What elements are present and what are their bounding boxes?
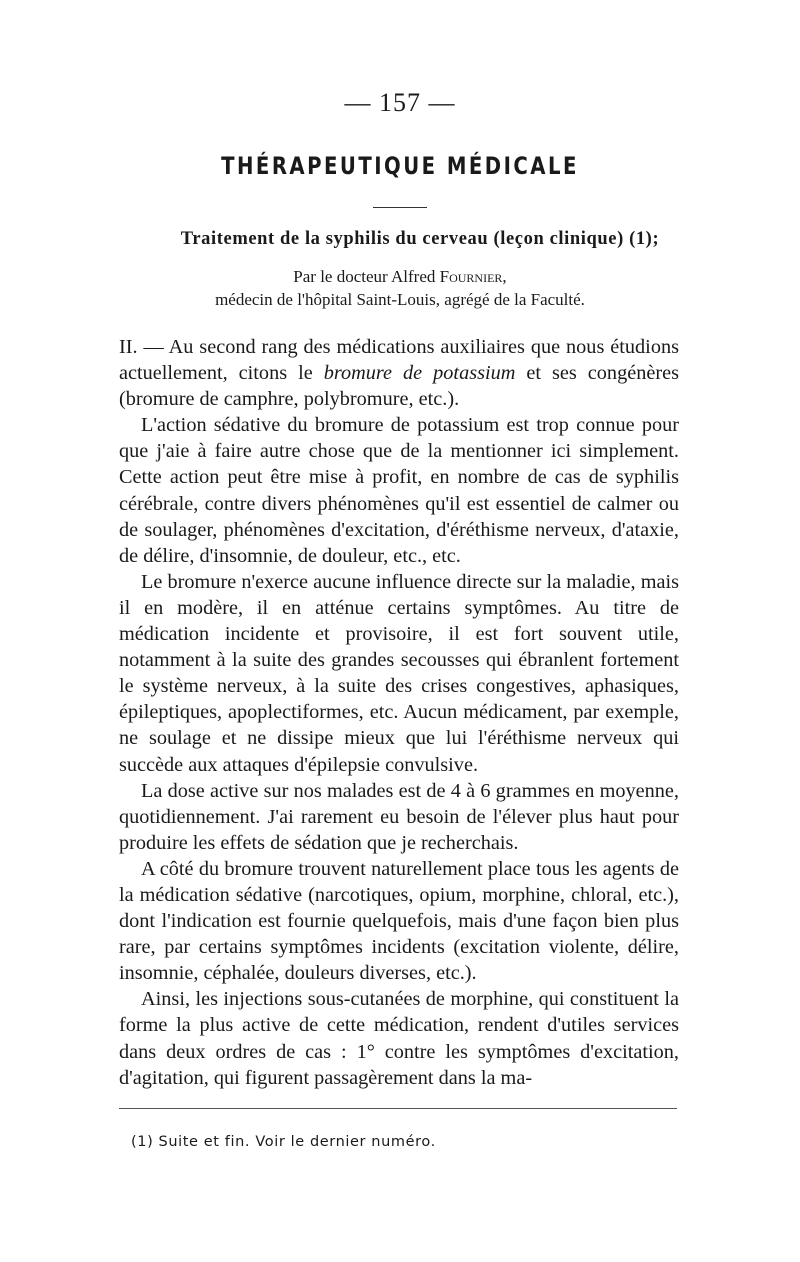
paragraph-1 — [119, 334, 679, 412]
paragraph-2: L'action sédative du bromure de potassium est trop connue pour que j'aie à faire autre chose que de la mentionner ici simplement. Cette action peut être mise à profit, en nombre de cas de syphilis cérébrale, contre divers phénomènes qu'il est essentiel de calmer ou de soulager, phénomènes d'excitation, d'éréthisme nerveux, d'ataxie, de délire, d'insomnie, de douleur, etc., etc. — [119, 414, 679, 567]
paragraph-6: Ainsi, les injections sous-cutanées de morphine, qui constituent la forme la plus active de cette médication, rendent d'utiles services dans deux ordres de cas : 1° contre les symptômes d'excitation, d'agitation, qui figurent passagèrement dans la ma- — [119, 988, 679, 1089]
article-title: Traitement de la syphilis du cerveau (leçon clinique) (1); — [180, 229, 660, 249]
page-number: — 157 — — [344, 88, 456, 117]
paragraph-1-end: et ses congénères (bromure de camphre, polybromure, etc.). — [119, 362, 679, 411]
footnote-divider — [119, 1108, 677, 1109]
section-title: THÉRAPEUTIQUE MÉDICALE — [221, 152, 579, 180]
paragraph-3: Le bromure n'exerce aucune influence directe sur la maladie, mais il en modère, il en atténue certains symptômes. Au titre de médication incidente et provisoire, il est fort souvent utile, notamment à la suite des grandes secousses qui ébranlent fortement le système nerveux, à la suite des crises congestives, aphasiques, épileptiques, apoplectiformes, etc. Aucun médicament, par exemple, ne soulage et ne dissipe mieux que lui l'éréthisme nerveux qui succède aux attaques d'épilepsie convulsive. — [119, 570, 679, 776]
byline-prefix: Par le docteur Alfred — [293, 267, 440, 286]
title-divider — [373, 207, 427, 208]
byline — [0, 267, 800, 287]
paragraph-5: A côté du bromure trouvent naturellement place tous les agents de la médication sédative (narcotiques, opium, morphine, chloral, etc.), dont l'indication est fournie quelquefois, mais d'une façon bien plus rare, par certains symptômes incidents (excitation violente, délire, insomnie, céphalée, douleurs diverses, etc.). — [119, 857, 679, 985]
paragraph-4: La dose active sur nos malades est de 4 à 6 grammes en moyenne, quotidiennement. J'ai rarement eu besoin de l'élever plus haut pour produire les effets de sédation que je recherchais. — [119, 779, 679, 854]
author-affiliation: médecin de l'hôpital Saint-Louis, agrégé de la Faculté. — [215, 290, 585, 309]
article-body — [119, 334, 679, 1091]
paragraph-1-emphasis: bromure de potassium — [323, 362, 516, 385]
footnote: (1) Suite et fin. Voir le dernier numéro. — [131, 1134, 436, 1150]
author-surname: Fournier, — [439, 267, 507, 286]
paragraph-1-start: II. — Au second rang des médications auxiliaires que nous étudions actuellement, citons le — [119, 336, 679, 385]
